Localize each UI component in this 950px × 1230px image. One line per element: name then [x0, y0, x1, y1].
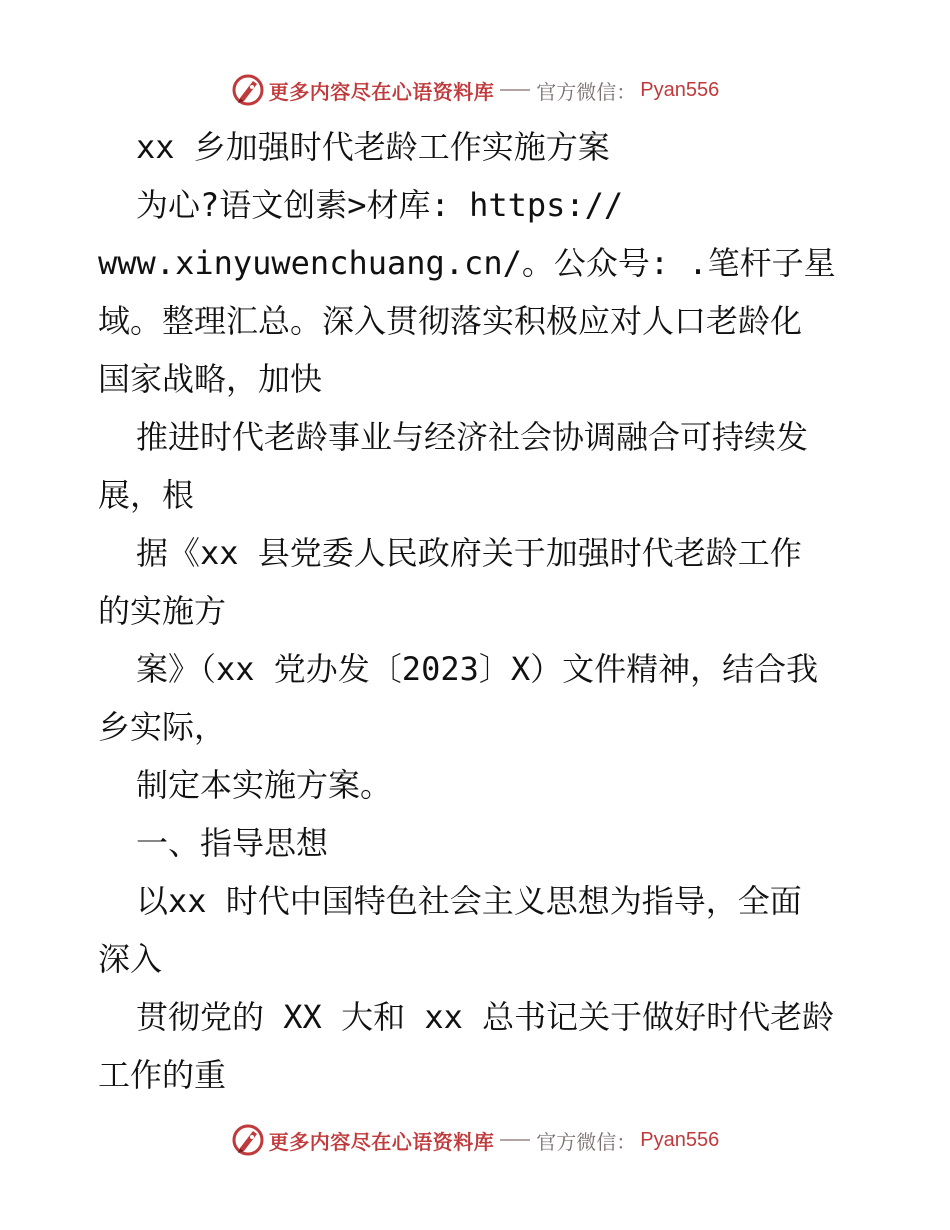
paragraph-line: 为心?语文创素>材库: https://	[136, 186, 624, 224]
paragraph-line: 案》（xx 党办发〔2023〕X）文件精神，结合我	[136, 650, 819, 688]
pen-logo-icon	[231, 73, 265, 107]
banner-wechat-id: Pyan556	[640, 78, 720, 101]
pen-logo-icon	[231, 1123, 265, 1157]
paragraph-line: www.xinyuwenchuang.cn/。公众号: .笔杆子星	[98, 244, 836, 282]
banner-dash	[500, 1139, 530, 1141]
section-heading: 一、指导思想	[136, 824, 329, 862]
header-banner	[0, 70, 950, 110]
banner-label: 官方微信：	[536, 79, 637, 104]
paragraph-line: 域。整理汇总。深入贯彻落实积极应对人口老龄化	[98, 302, 803, 340]
paragraph-line: 贯彻党的 XX 大和 xx 总书记关于做好时代老龄	[136, 998, 835, 1036]
paragraph-line: 工作的重	[98, 1056, 227, 1094]
paragraph-line: 制定本实施方案。	[136, 766, 393, 804]
footer-banner	[0, 1120, 950, 1160]
paragraph-line: 深入	[98, 940, 163, 978]
document-body	[98, 118, 858, 1104]
paragraph-line: 以xx 时代中国特色社会主义思想为指导，全面	[136, 882, 802, 920]
paragraph-line: 的实施方	[98, 592, 227, 630]
banner-wechat-id: Pyan556	[640, 1128, 720, 1151]
document-title: xx 乡加强时代老龄工作实施方案	[136, 128, 610, 166]
banner-label: 官方微信：	[536, 1129, 637, 1154]
paragraph-line: 推进时代老龄事业与经济社会协调融合可持续发	[136, 418, 809, 456]
banner-dash	[500, 89, 530, 91]
banner-prefix: 更多内容尽在心语资料库	[268, 1129, 495, 1154]
paragraph-line: 乡实际，	[98, 708, 227, 746]
paragraph-line: 据《xx 县党委人民政府关于加强时代老龄工作	[136, 534, 802, 572]
paragraph-line: 展，根	[98, 476, 195, 514]
banner-prefix: 更多内容尽在心语资料库	[268, 79, 495, 104]
paragraph-line: 国家战略，加快	[98, 360, 323, 398]
